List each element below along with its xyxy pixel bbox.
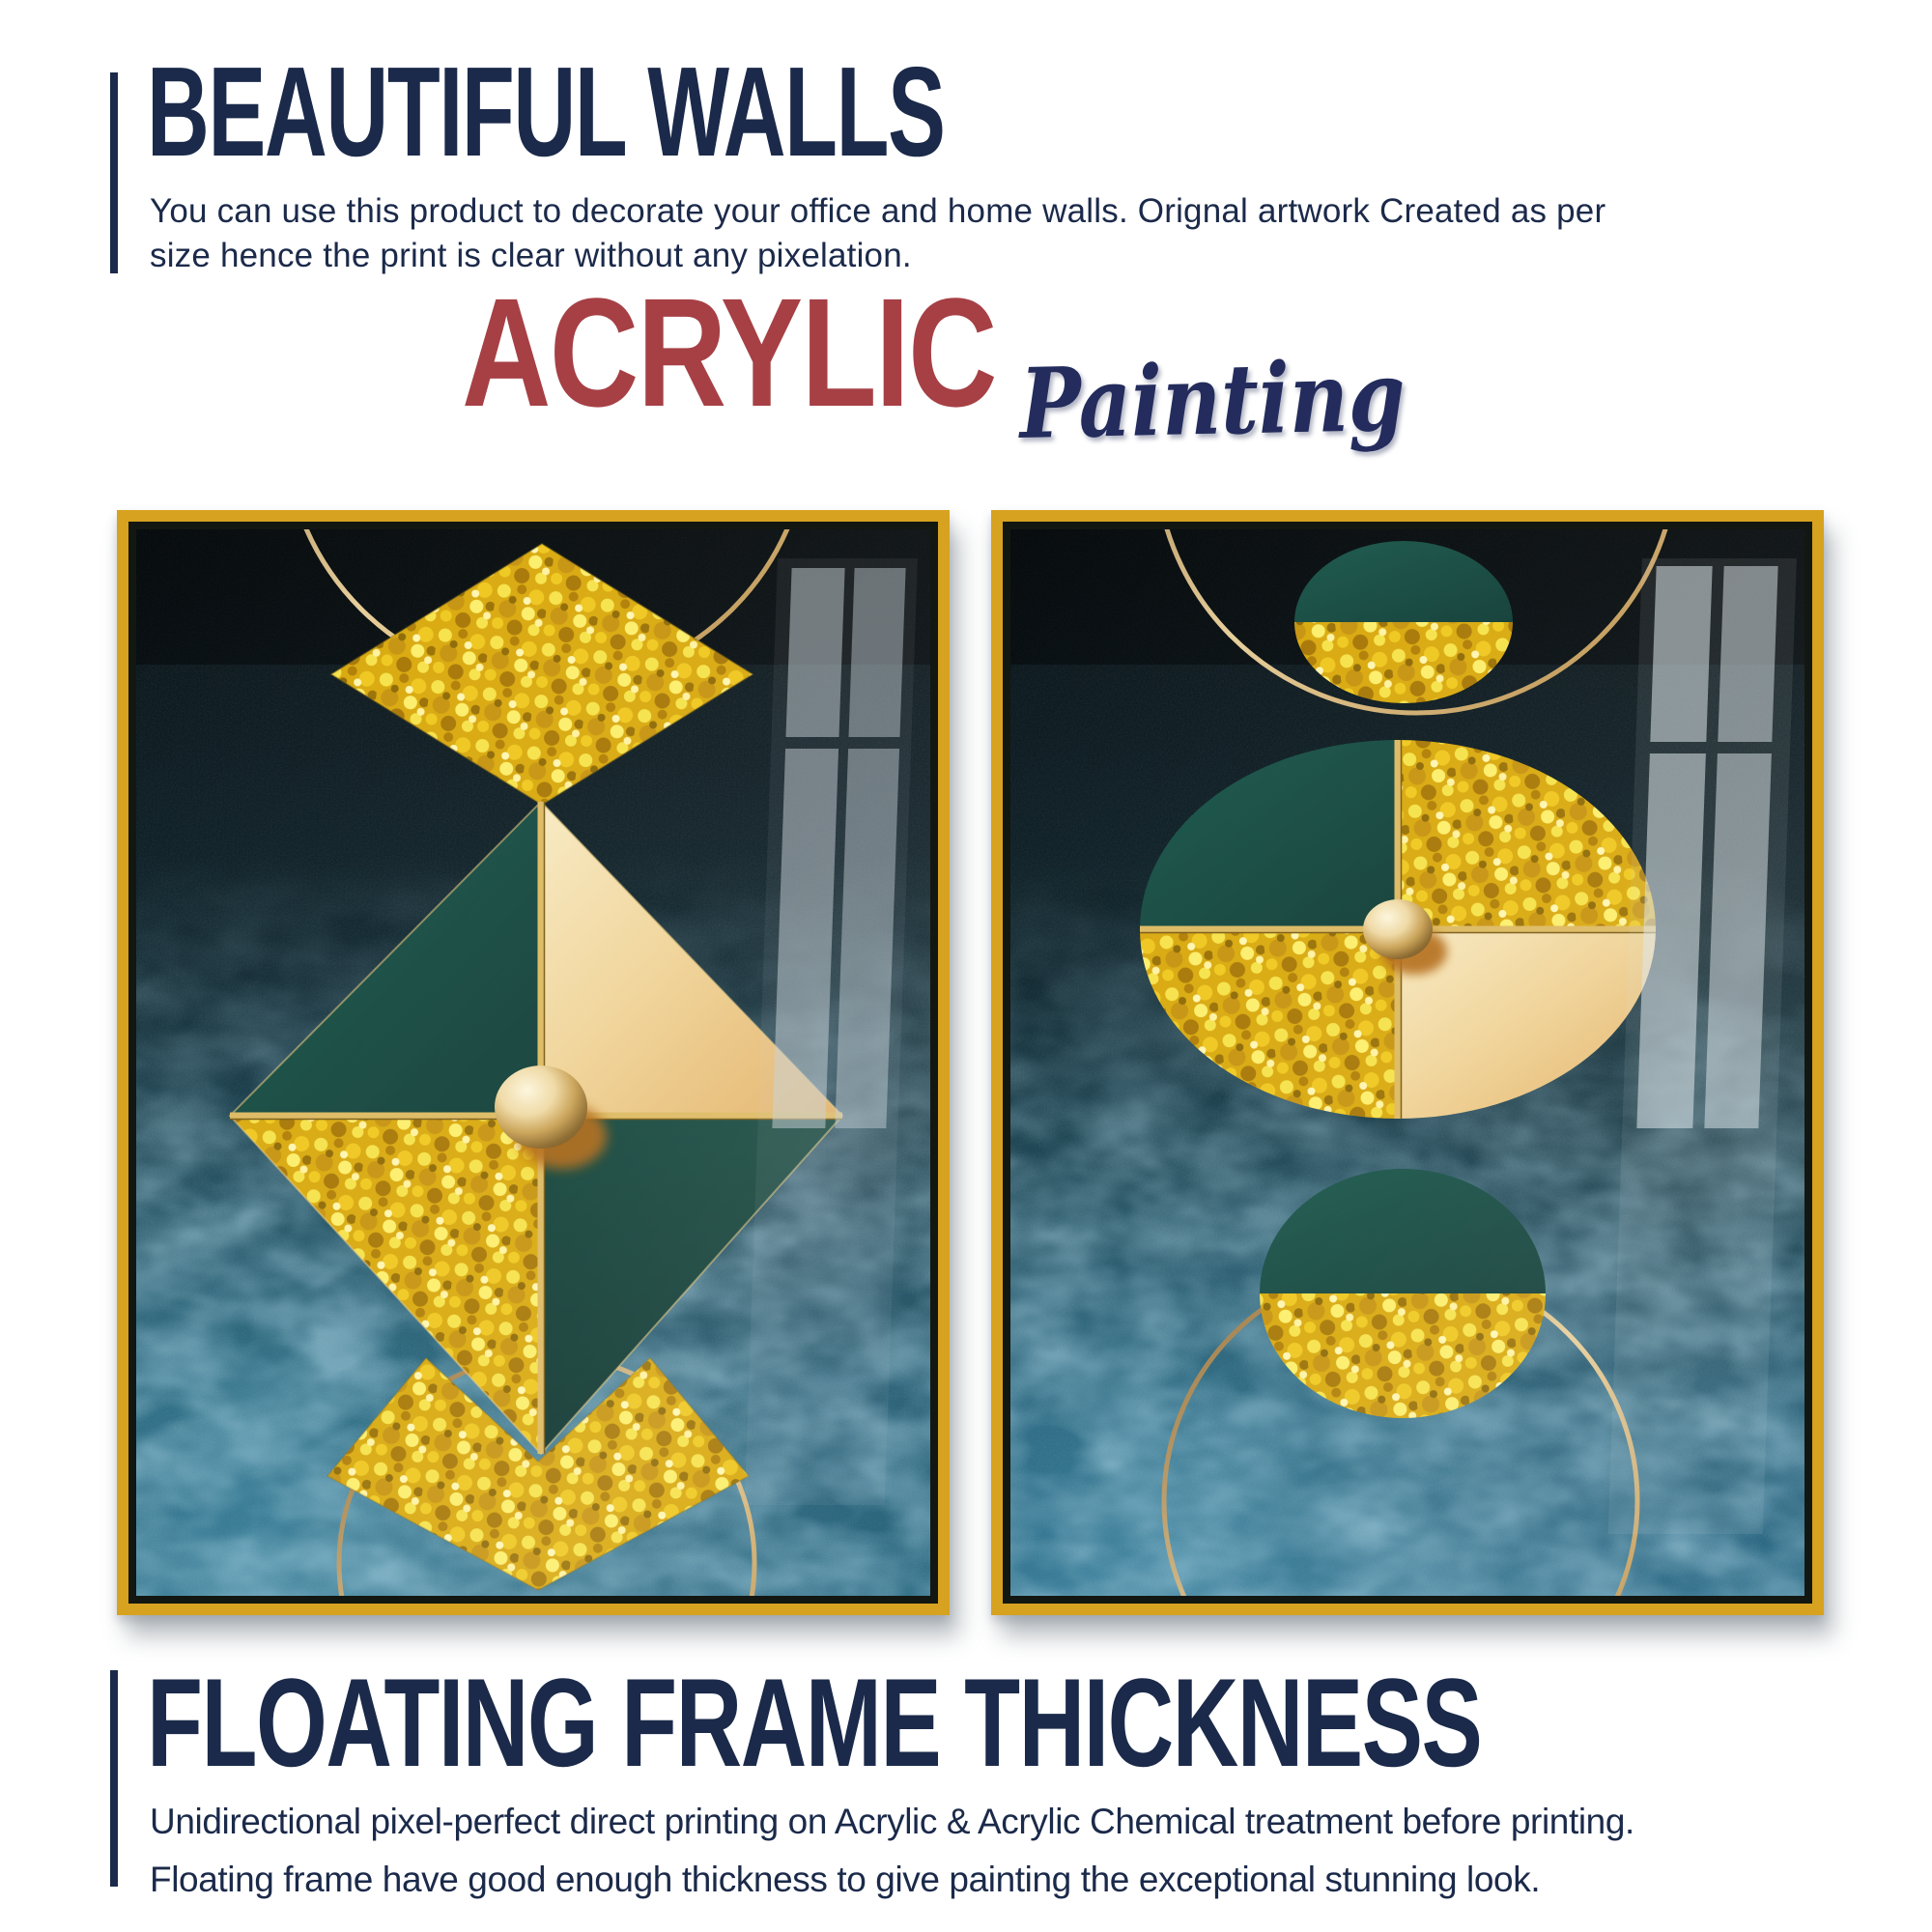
glass-sheen [1010, 529, 1804, 1596]
footer-line-2: Floating frame have good enough thickness to give painting the exceptional stunning look. [150, 1860, 1541, 1899]
artwork-left-canvas [136, 529, 930, 1596]
intro-line-1: You can use this product to decorate your office and home walls. Orignal artwork Created as per [150, 192, 1606, 230]
acrylic-label: ACRYLIC [462, 266, 996, 439]
bottom-accent-bar [110, 1670, 118, 1887]
intro-line-2: size hence the print is clear without any pixelation. [150, 237, 912, 274]
floating-frame-title: FLOATING FRAME THICKNESS [147, 1652, 1482, 1793]
beautiful-walls-title: BEAUTIFUL WALLS [147, 41, 945, 183]
intro-text [150, 189, 1850, 278]
footer-line-1: Unidirectional pixel-perfect direct printing on Acrylic & Acrylic Chemical treatment before printing. [150, 1802, 1634, 1841]
footer-text [150, 1793, 1889, 1909]
artwork-right-canvas [1010, 529, 1804, 1596]
top-accent-bar [110, 72, 118, 273]
artwork-right-frame [991, 510, 1824, 1615]
painting-script-label: Painting [1018, 338, 1406, 461]
glass-sheen [136, 529, 930, 1596]
artwork-left-frame [117, 510, 950, 1615]
